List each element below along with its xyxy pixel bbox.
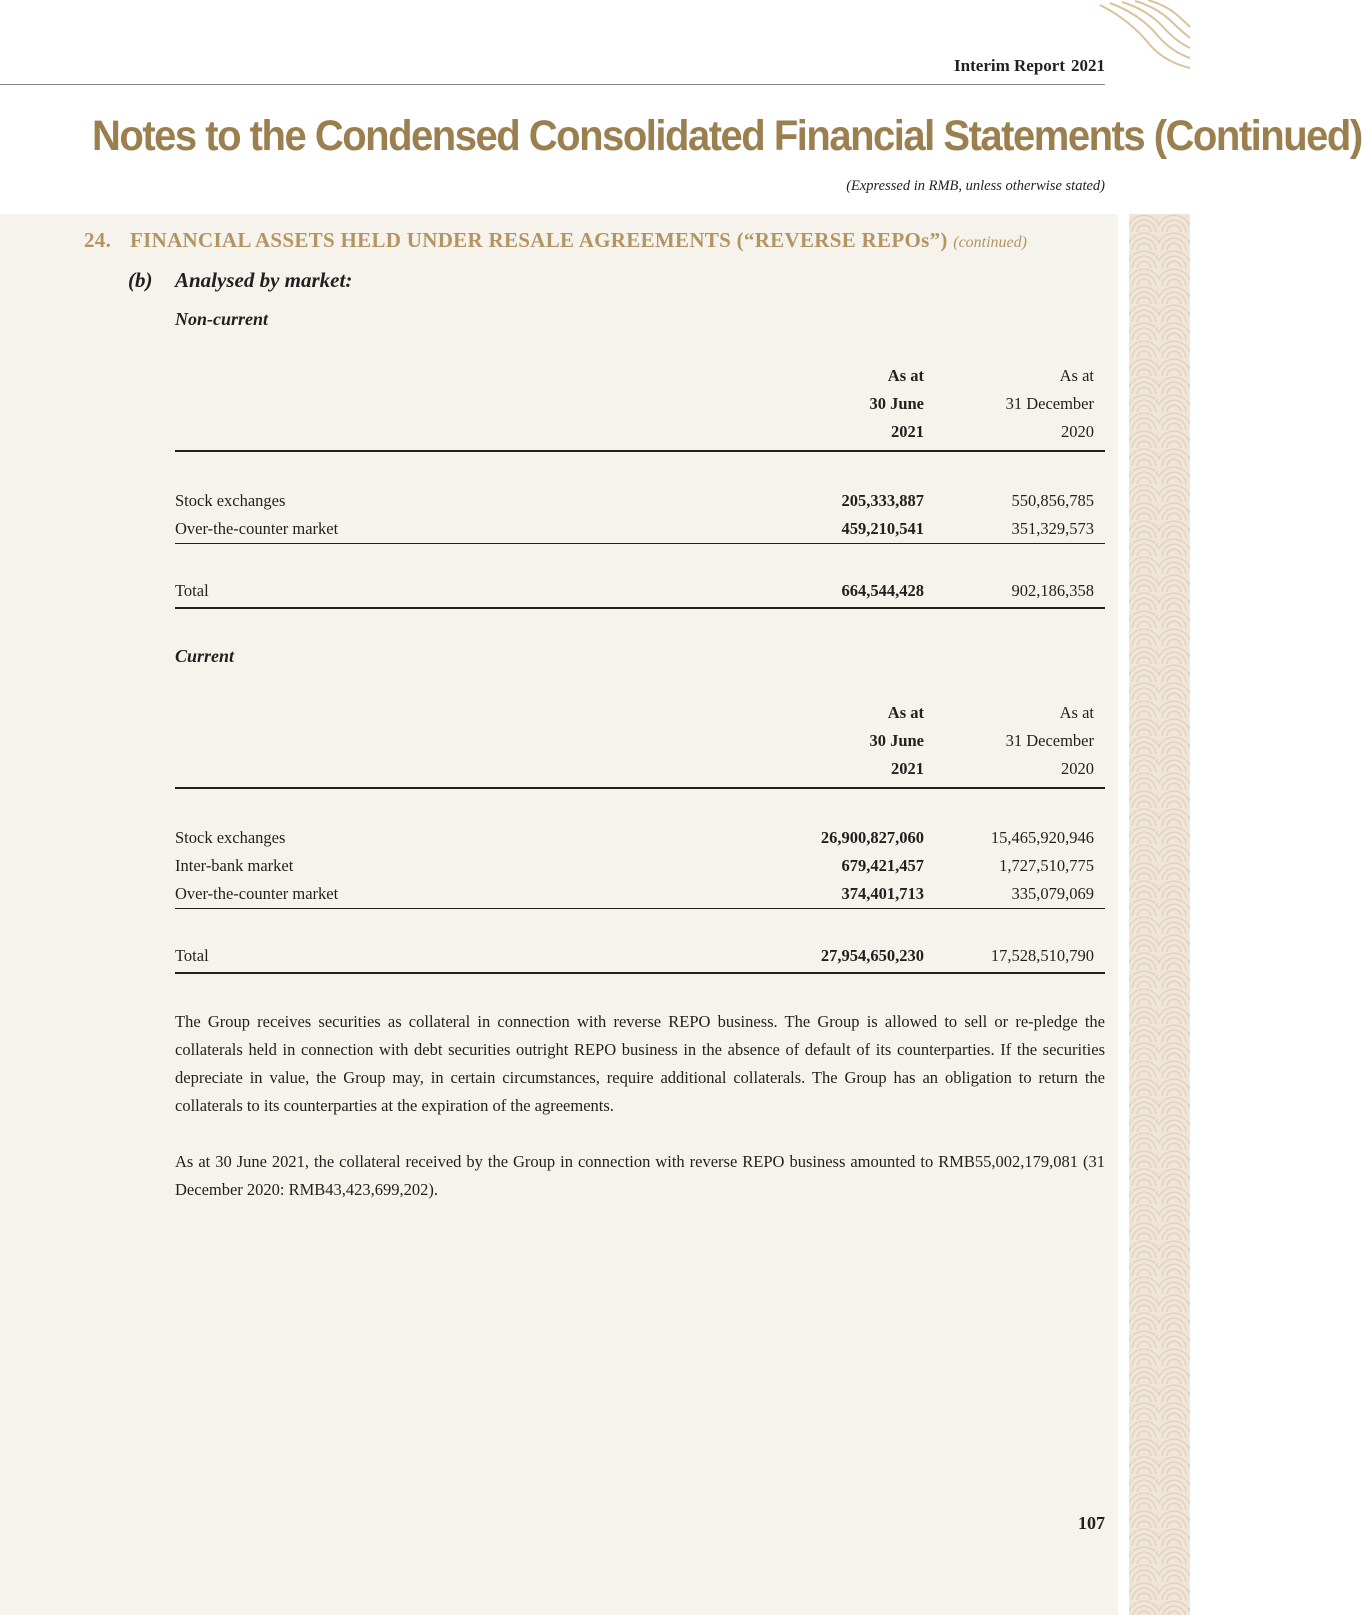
content-background	[0, 214, 1118, 1615]
page-title: Notes to the Condensed Consolidated Financial Statements (Continued)	[92, 112, 1362, 160]
report-year: 2021	[1071, 56, 1105, 75]
table-row-label: Stock exchanges	[175, 828, 286, 847]
col-previous-line1: As at	[1059, 366, 1094, 385]
col-current-line2: 30 June	[869, 394, 924, 413]
table-cell-previous: 550,856,785	[1011, 491, 1094, 510]
table-header-rule	[175, 787, 1105, 789]
total-rule	[175, 607, 1105, 609]
subtotal-rule	[175, 908, 1105, 909]
table-cell-current: 459,210,541	[841, 519, 924, 538]
table-row-label: Over-the-counter market	[175, 519, 339, 538]
total-current: 664,544,428	[841, 581, 924, 600]
table-cell-current: 374,401,713	[841, 884, 924, 903]
col-current-line1: As at	[887, 703, 924, 722]
total-label: Total	[175, 946, 209, 965]
col-current-line2: 30 June	[869, 731, 924, 750]
sub-heading	[128, 268, 352, 293]
col-previous-line2: 31 December	[1005, 731, 1094, 750]
total-current: 27,954,650,230	[820, 946, 924, 965]
non-current-label: Non-current	[175, 309, 269, 329]
total-rule	[175, 972, 1105, 974]
currency-note: (Expressed in RMB, unless otherwise stated)	[846, 178, 1105, 194]
table-cell-current: 679,421,457	[841, 856, 924, 875]
table-row-label: Stock exchanges	[175, 491, 286, 510]
table-cell-current: 26,900,827,060	[820, 828, 924, 847]
section-continued: (continued)	[953, 234, 1027, 251]
col-current-line3: 2021	[891, 422, 924, 441]
section-number: 24.	[84, 228, 112, 252]
table-cell-previous: 351,329,573	[1011, 519, 1094, 538]
table-cell-previous: 1,727,510,775	[999, 856, 1094, 875]
header-divider	[0, 84, 1105, 85]
col-previous-line2: 31 December	[1005, 394, 1094, 413]
table-cell-current: 205,333,887	[841, 491, 924, 510]
total-previous: 17,528,510,790	[990, 946, 1094, 965]
collateral-paragraph: The Group receives securities as collateral in connection with reverse REPO business. The Group is allowed to sell or re-pledge the collaterals held in connection with debt securities outright REPO business in the absence of default of its counterparties. If the securities depreciate in value, the Group may, in certain circumstances, require additional collaterals. The Group has an obligation to return the collaterals to its counterparties at the expiration of the agreements.	[175, 1012, 1105, 1115]
collateral-amount-paragraph: As at 30 June 2021, the collateral received by the Group in connection with reverse REPO business amounted to RMB55,002,179,081 (31 December 2020: RMB43,423,699,202).	[175, 1152, 1105, 1199]
table-row-label: Over-the-counter market	[175, 884, 339, 903]
table-cell-previous: 15,465,920,946	[990, 828, 1094, 847]
current-label: Current	[175, 646, 235, 666]
sub-heading-title: Analysed by market:	[175, 268, 353, 292]
section-heading	[84, 228, 1027, 253]
table-header-rule	[175, 450, 1105, 452]
table-row-label: Inter-bank market	[175, 856, 294, 875]
total-label: Total	[175, 581, 209, 600]
wave-pattern-border	[1129, 214, 1190, 1615]
page-number: 107	[1078, 1513, 1105, 1533]
wave-ornament-icon	[1090, 0, 1190, 70]
total-previous: 902,186,358	[1011, 581, 1094, 600]
col-current-line1: As at	[887, 366, 924, 385]
col-current-line3: 2021	[891, 759, 924, 778]
section-title: FINANCIAL ASSETS HELD UNDER RESALE AGREEMENTS (“REVERSE REPOs”)	[130, 228, 948, 252]
col-previous-line3: 2020	[1061, 759, 1094, 778]
running-header	[954, 56, 1105, 76]
report-name: Interim Report	[954, 56, 1065, 75]
table-cell-previous: 335,079,069	[1011, 884, 1094, 903]
col-previous-line3: 2020	[1061, 422, 1094, 441]
subtotal-rule	[175, 543, 1105, 544]
col-previous-line1: As at	[1059, 703, 1094, 722]
sub-heading-index: (b)	[128, 268, 153, 292]
